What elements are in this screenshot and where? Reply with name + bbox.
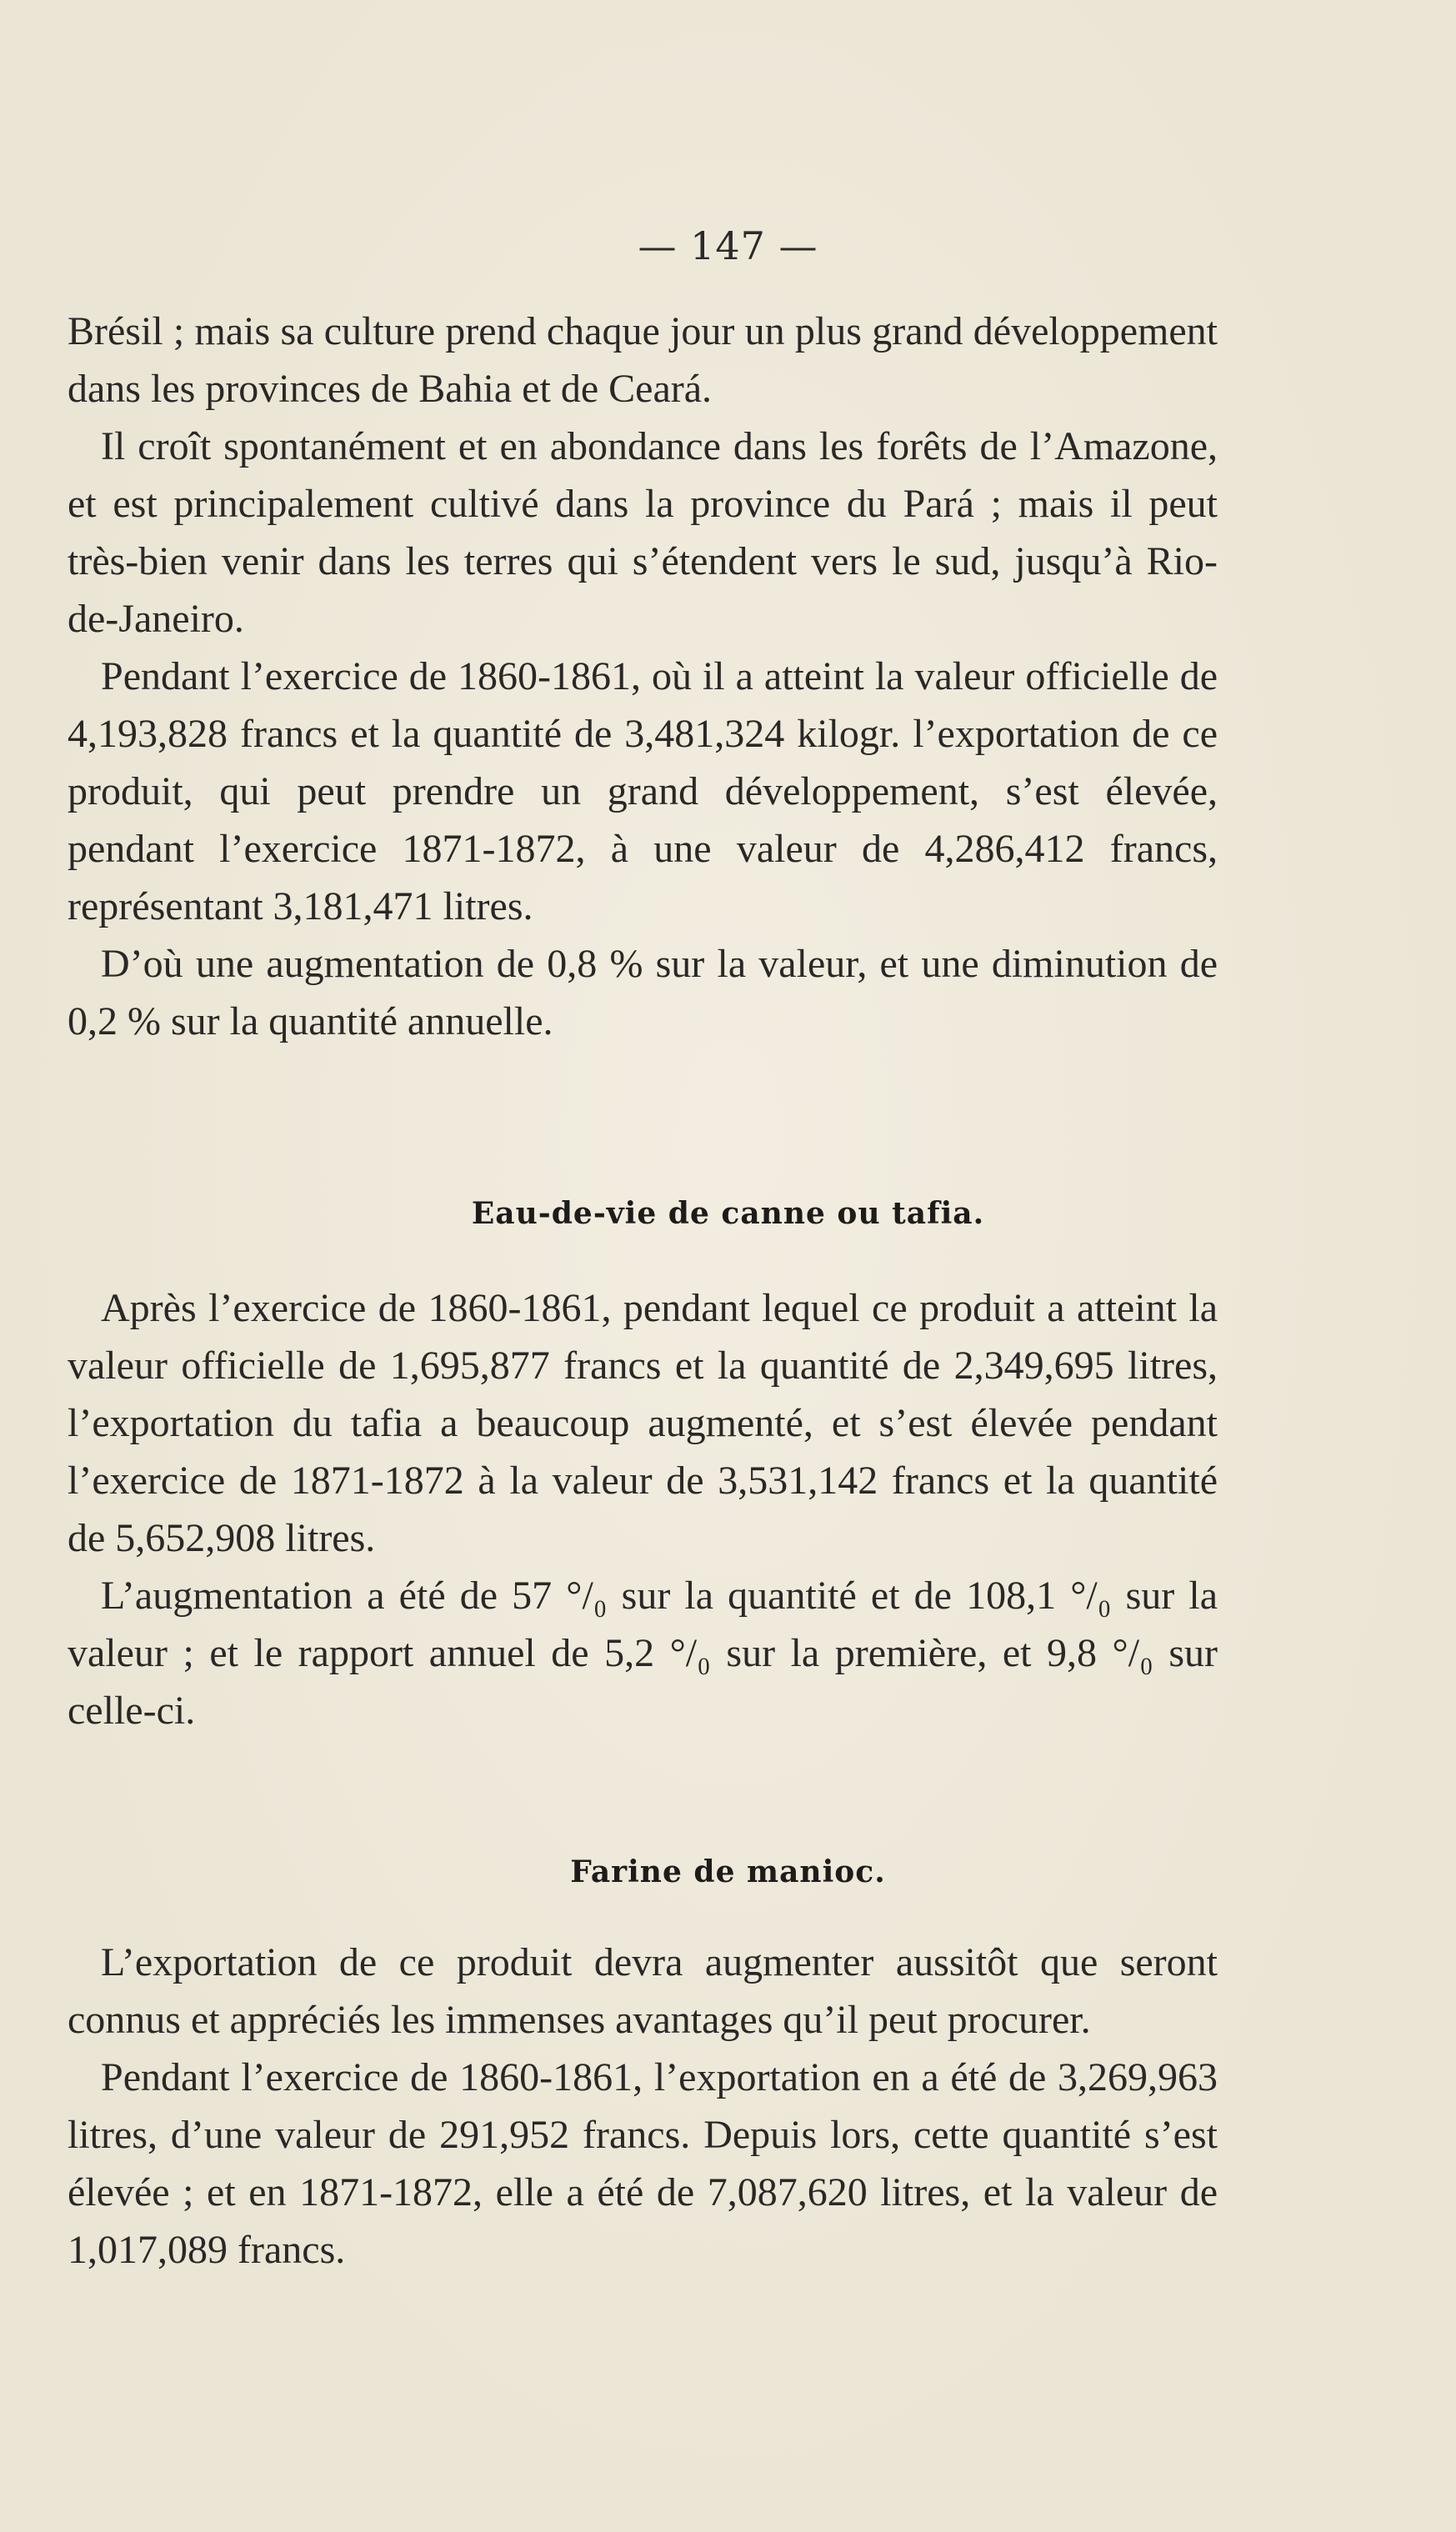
section-heading-manioc: Farine de manioc.	[570, 1854, 886, 1889]
paragraph: Il croît spontanément et en abondance dans les forêts de l’Amazone, et est principalement cultivé dans la province du Pará ; mais il peut très-bien venir dans les terres qui s’étendent vers le sud, jusqu’à Rio-de-Janeiro.	[68, 424, 1218, 641]
paragraph: L’augmentation a été de 57 °/₀ sur la quantité et de 108,1 °/₀ sur la valeur ; et le rapport annuel de 5,2 °/₀ sur la première, et 9,8 °/₀ sur celle-ci.	[68, 1574, 1218, 1733]
paragraph: Après l’exercice de 1860-1861, pendant lequel ce produit a atteint la valeur officielle de 1,695,877 francs et la quantité de 2,349,695 litres, l’exportation du tafia a beaucoup augmenté, et s’est élevée pendant l’exercice de 1871-1872 à la valeur de 3,531,142 francs et la quantité de 5,652,908 litres.	[68, 1286, 1218, 1560]
page-number: — 147 —	[638, 223, 818, 268]
section-heading-tafia: Eau-de-vie de canne ou tafia.	[471, 1196, 985, 1231]
paragraph: D’où une augmentation de 0,8 % sur la valeur, et une diminution de 0,2 % sur la quantité annuelle.	[68, 942, 1218, 1043]
paragraph: Pendant l’exercice de 1860-1861, où il a atteint la valeur officielle de 4,193,828 francs et la quantité de 3,481,324 kilogr. l’exportation de ce produit, qui peut prendre un grand développement, s’est élevée, pendant l’exercice 1871-1872, à une valeur de 4,286,412 francs, représentant 3,181,471 litres.	[68, 654, 1218, 928]
paragraph: Pendant l’exercice de 1860-1861, l’exportation en a été de 3,269,963 litres, d’une valeur de 291,952 francs. Depuis lors, cette quantité s’est élevée ; et en 1871-1872, elle a été de 7,087,620 litres, et la valeur de 1,017,089 francs.	[68, 2055, 1218, 2272]
section-text-1	[68, 303, 1218, 1050]
section-text-2	[68, 1279, 1218, 1739]
paragraph: L’exportation de ce produit devra augmenter aussitôt que seront connus et appréciés les immenses avantages qu’il peut procurer.	[68, 1940, 1218, 2042]
paragraph: Brésil ; mais sa culture prend chaque jour un plus grand développement dans les provinces de Bahia et de Ceará.	[68, 309, 1218, 411]
section-text-3	[68, 1934, 1218, 2279]
